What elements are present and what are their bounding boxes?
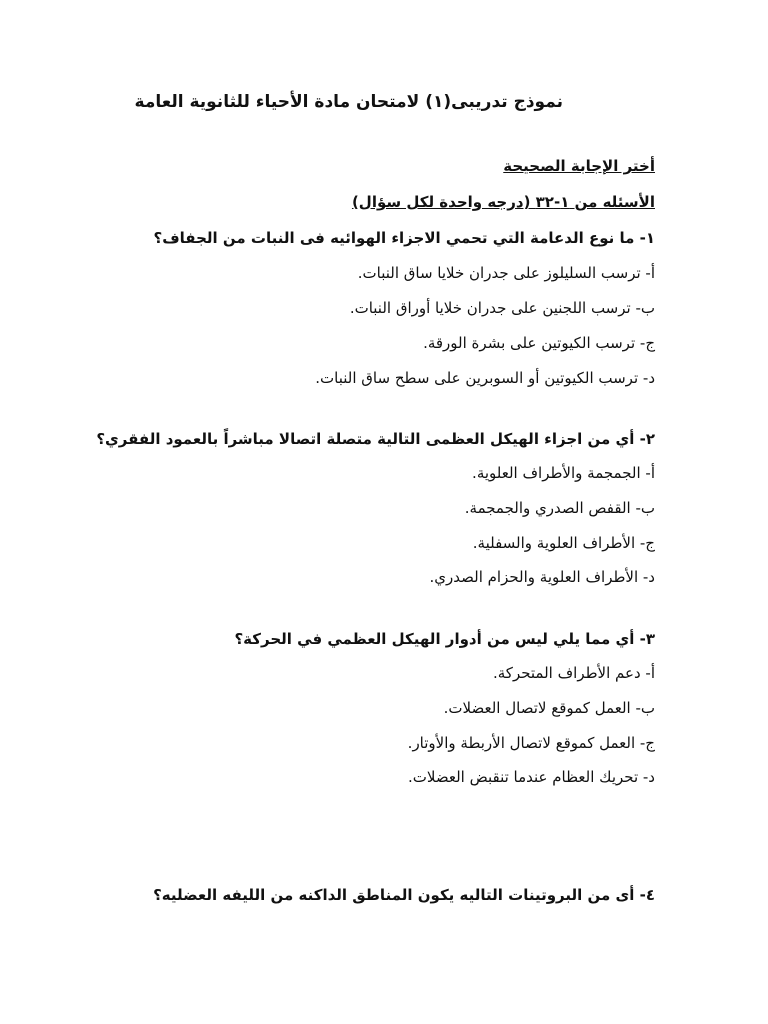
question-3-option-c: ج- العمل كموقع لاتصال الأربطة والأوتار. bbox=[407, 734, 655, 752]
question-2-text: ٢- أي من اجزاء الهيكل العظمى التالية متصلة اتصالا مباشراً بالعمود الفقري؟ bbox=[96, 430, 655, 448]
question-1-option-c: ج- ترسب الكيوتين على بشرة الورقة. bbox=[423, 334, 655, 352]
question-3-text: ٣- أي مما يلي ليس من أدوار الهيكل العظمي في الحركة؟ bbox=[234, 630, 655, 648]
questions-range-note: الأسئله من ١-٣٢ (درجه واحدة لكل سؤال) bbox=[351, 193, 655, 211]
question-2-option-c: ج- الأطراف العلوية والسفلية. bbox=[472, 534, 655, 552]
question-2-option-a: أ- الجمجمة والأطراف العلوية. bbox=[472, 464, 655, 482]
question-1-option-d: د- ترسب الكيوتين أو السوبرين على سطح ساق النبات. bbox=[315, 369, 655, 387]
question-1-text: ١- ما نوع الدعامة التي تحمي الاجزاء الهوائيه فى النبات من الجفاف؟ bbox=[153, 229, 655, 247]
question-3-option-a: أ- دعم الأطراف المتحركة. bbox=[493, 664, 655, 682]
document-title: نموذج تدريبى(١) لامتحان مادة الأحياء للثانوية العامة bbox=[134, 92, 563, 112]
question-4-text: ٤- أى من البروتينات التاليه يكون المناطق الداكنه من الليفه العضليه؟ bbox=[153, 886, 655, 904]
question-1-option-b: ب- ترسب اللجنين على جدران خلايا أوراق النبات. bbox=[349, 299, 655, 317]
question-2-option-b: ب- القفص الصدري والجمجمة. bbox=[464, 499, 655, 517]
question-3-option-b: ب- العمل كموقع لاتصال العضلات. bbox=[443, 699, 655, 717]
question-2-option-d: د- الأطراف العلوية والحزام الصدري. bbox=[429, 568, 655, 586]
question-3-option-d: د- تحريك العظام عندما تنقبض العضلات. bbox=[408, 768, 655, 786]
section-heading: أختر الإجابة الصحيحة bbox=[503, 157, 655, 175]
question-1-option-a: أ- ترسب السليلوز على جدران خلايا ساق النبات. bbox=[357, 264, 655, 282]
